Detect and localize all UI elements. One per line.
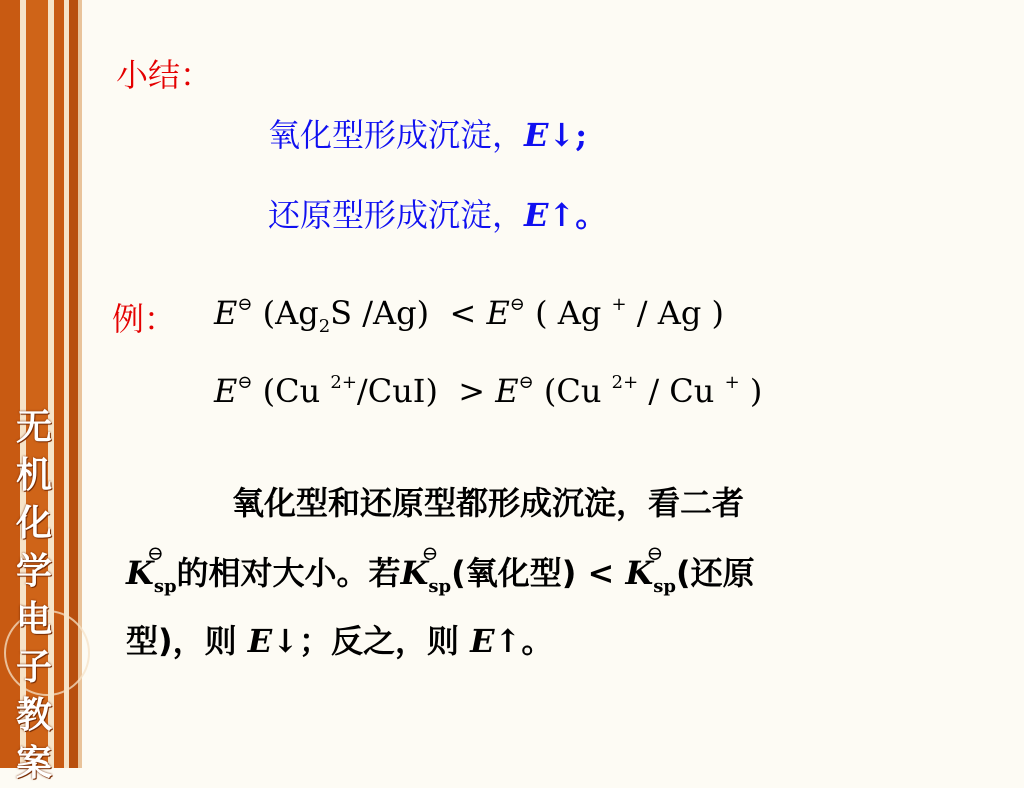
ksp-k: K xyxy=(400,554,429,592)
summary-line2-text: 还原型形成沉淀， xyxy=(268,196,525,234)
summary-line-reduced xyxy=(268,190,607,236)
potential-symbol: E xyxy=(214,372,238,410)
eq2-right-species: (Cu xyxy=(543,372,602,410)
potential-symbol: E xyxy=(524,196,549,234)
eq2-charge: 2+ xyxy=(330,372,357,393)
eq1-left-species: (Ag xyxy=(262,294,319,332)
down-arrow-icon: ↓; xyxy=(548,116,588,154)
ksp-subscript: sp xyxy=(428,576,452,597)
summary-title: 小结： xyxy=(116,56,213,94)
potential-symbol: E xyxy=(214,294,238,332)
conclusion-line-3 xyxy=(126,616,553,662)
ksp-symbol xyxy=(625,541,677,597)
eq2-left-rest: /CuI) xyxy=(356,372,438,410)
eq2-charge: 2+ xyxy=(611,372,639,393)
potential-symbol: E xyxy=(247,622,273,660)
up-arrow-icon: ↑。 xyxy=(494,622,554,660)
equation-2 xyxy=(214,372,762,410)
sidebar-vertical-title xyxy=(10,404,58,788)
ksp-k: K xyxy=(625,554,654,592)
conclusion-line-1: 氧化型和还原型都形成沉淀，看二者 xyxy=(232,484,745,522)
potential-symbol: E xyxy=(495,372,519,410)
standard-state-icon: ⊖ xyxy=(646,541,664,565)
conclusion-line2-text1: 的相对大小。若 xyxy=(176,554,401,592)
sidebar-title-char: 无 xyxy=(15,407,52,448)
ksp-subscript: sp xyxy=(653,576,677,597)
decorative-sidebar xyxy=(0,0,82,784)
eq1-relation: < xyxy=(449,294,477,332)
ksp-subscript: sp xyxy=(153,576,177,597)
eq2-left-species: (Cu xyxy=(262,372,321,410)
conclusion-line-2 xyxy=(126,541,755,597)
eq1-charge: + xyxy=(611,294,627,315)
eq2-right-close: ) xyxy=(749,372,763,410)
standard-state-icon: ⊖ xyxy=(509,294,525,315)
sidebar-title-char: 电 xyxy=(15,599,52,640)
sidebar-title-char: 子 xyxy=(15,647,52,688)
standard-state-icon: ⊖ xyxy=(421,541,439,565)
sidebar-title-char: 学 xyxy=(15,551,52,592)
eq1-subscript: 2 xyxy=(318,316,331,337)
standard-state-icon: ⊖ xyxy=(147,541,164,565)
ksp-symbol xyxy=(400,541,452,597)
eq2-charge: + xyxy=(724,372,740,393)
standard-state-icon: ⊖ xyxy=(237,372,253,393)
summary-line-oxidized xyxy=(268,110,587,156)
sidebar-title-char: 化 xyxy=(15,503,52,544)
down-arrow-icon: ↓ xyxy=(272,622,299,660)
eq1-left-rest: S /Ag) xyxy=(330,294,430,332)
ksp-k: K xyxy=(126,554,154,592)
example-label: 例： xyxy=(112,300,177,338)
sidebar-title-char: 机 xyxy=(15,455,52,496)
conclusion-line3-text1: 型)，则 xyxy=(126,622,237,660)
potential-symbol: E xyxy=(524,116,549,154)
up-arrow-icon: ↑。 xyxy=(548,196,608,234)
eq1-right-rest: / Ag ) xyxy=(636,294,724,332)
conclusion-line2-text3: (还原 xyxy=(676,554,755,592)
potential-symbol: E xyxy=(486,294,510,332)
conclusion-line2-text2: (氧化型) xyxy=(451,554,577,592)
standard-state-icon: ⊖ xyxy=(237,294,253,315)
summary-line1-text: 氧化型形成沉淀， xyxy=(268,116,525,154)
potential-symbol: E xyxy=(470,622,495,660)
eq2-right-mid: / Cu xyxy=(648,372,715,410)
eq2-relation: > xyxy=(458,372,486,410)
conclusion-relation: < xyxy=(587,554,615,592)
sidebar-title-char: 教 xyxy=(15,695,52,736)
eq1-right-species: ( Ag xyxy=(535,294,602,332)
sidebar-title-char: 案 xyxy=(15,743,52,784)
standard-state-icon: ⊖ xyxy=(518,372,534,393)
conclusion-line3-text2: ；反之，则 xyxy=(298,622,459,660)
equation-1 xyxy=(214,294,724,337)
ksp-symbol xyxy=(126,541,177,597)
